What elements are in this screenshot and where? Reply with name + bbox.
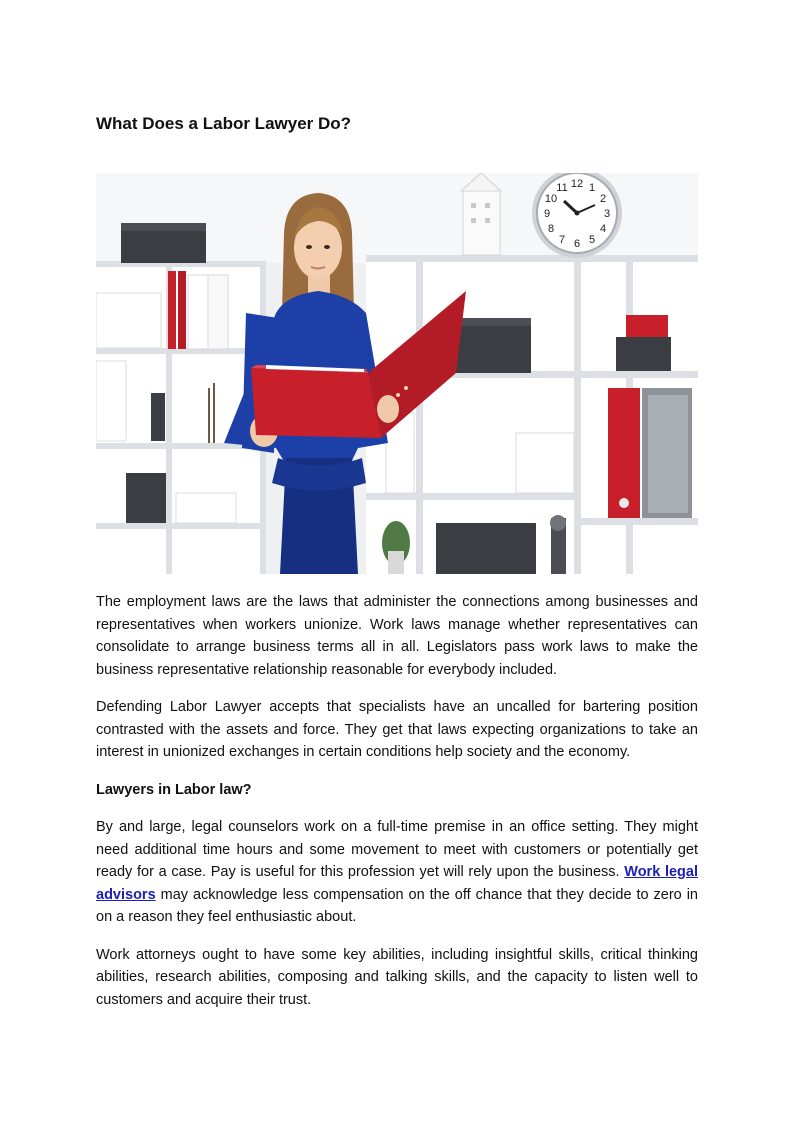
clock-numeral: 6: [573, 238, 581, 250]
house-figure: [461, 173, 501, 255]
page-title: What Does a Labor Lawyer Do?: [96, 114, 352, 133]
red-box: [626, 315, 668, 337]
article-photo: [96, 173, 698, 574]
article-body: [96, 591, 698, 1026]
clock-numeral: 10: [544, 193, 558, 205]
paragraph-4: Work attorneys ought to have some key abilities, including insightful skills, critical thinking abilities, research abilities, composing and talking skills, and the capacity to listen well to customers and acquire their trust.: [96, 946, 698, 1008]
paragraph-2: Defending Labor Lawyer accepts that specialists have an uncalled for bartering position contrasted with the assets and force. They get that laws expecting organizations to take an interest in unionized exchanges in certain conditions help society and the economy.: [96, 699, 698, 760]
clock-numeral: 12: [570, 178, 584, 190]
clock-numeral: 7: [558, 234, 566, 246]
work-legal-advisors-link[interactable]: Work legal advisors: [96, 864, 699, 903]
paragraph-3: [96, 816, 698, 929]
clock-numeral: 1: [588, 182, 596, 194]
section-heading: Lawyers in Labor law?: [96, 781, 252, 798]
clock-numeral: 9: [543, 208, 551, 220]
clock-numeral: 2: [599, 193, 607, 205]
black-box: [451, 318, 531, 373]
paragraph-1: The employment laws are the laws that administer the connections among businesses and representatives when workers unionize. Work laws manage whether representatives can consolidate to arrange business terms all in all. Legislators pass work laws to make the business representative relationship reasonable for everybody included.: [96, 594, 698, 678]
red-binder: [168, 271, 176, 349]
camera: [151, 393, 165, 441]
paragraph-3-end: may acknowledge less compensation on the off chance that they decide to zero in on a reason they feel enthusiastic about.: [96, 886, 698, 925]
clock-numeral: 3: [603, 208, 611, 220]
clock-numeral: 11: [556, 182, 568, 194]
paragraph-3-start: By and large, legal counselors work on a full-time premise in an office setting. They might need additional time hours and some movement to meet with customers or potentially get ready for a case. Pay is useful for this profession yet will rely upon the business.: [96, 819, 698, 880]
white-box: [516, 433, 574, 493]
clock-numeral: 4: [599, 223, 607, 235]
clock-numeral: 5: [588, 234, 596, 246]
clock-numeral: 8: [547, 223, 555, 235]
